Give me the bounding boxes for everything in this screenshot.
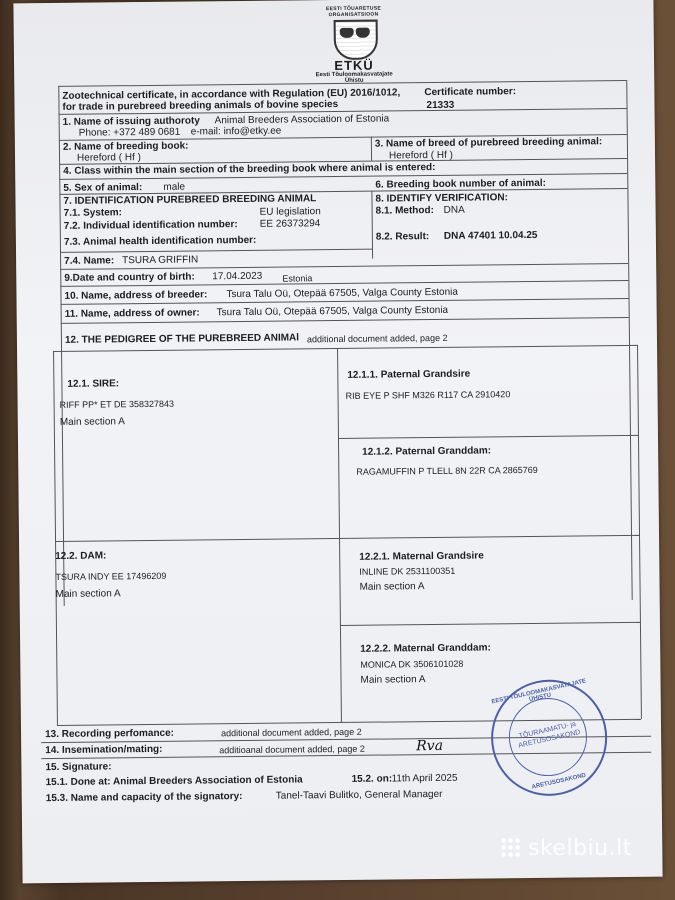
signatory-value: Tanel-Taavi Bulitko, General Manager [275, 788, 443, 802]
identification-label: 7. IDENTIFICATION PUREBREED BREEDING ANIMAL [63, 193, 317, 207]
breeding-book-label: 2. Name of breeding book: [62, 140, 189, 153]
issuing-value: Animal Breeders Association of Estonia [214, 113, 390, 127]
maternal-granddam-section: Main section A [360, 674, 426, 686]
certificate-paper [13, 0, 662, 883]
handwritten-signature: Rva [416, 737, 444, 755]
logo-name: ETKÜ [334, 57, 374, 74]
method-value: DNA [443, 204, 465, 216]
system-label: 7.1. System: [63, 207, 123, 219]
shield-icon [334, 20, 378, 60]
birth-country: Estonia [282, 273, 313, 284]
method-label: 8.1. Method: [375, 204, 435, 217]
etku-logo: EESTI TÕUARETUSE ORGANISATSIOON ETKÜ Eesti Tõuloomakasvatajate Ühistu [305, 5, 402, 86]
breeder-value: Tsura Talu Oü, Otepää 67505, Valga County Estonia [226, 286, 458, 301]
watermark-dots-icon [500, 837, 522, 857]
sire-section: Main section A [59, 416, 125, 428]
sex-label: 5. Sex of animal: [63, 182, 143, 194]
sire-label: 12.1. SIRE: [67, 378, 120, 390]
signature-label: 15. Signature: [45, 761, 112, 774]
logo-arc-text: Eesti Tõuloomakasvatajate Ühistu [315, 71, 393, 84]
birth-label: 9.Date and country of birth: [64, 271, 195, 284]
paternal-granddam-label: 12.1.2. Paternal Granddam: [362, 445, 492, 458]
done-on-value: 11th April 2025 [391, 772, 458, 785]
title-line2: for trade in purebreed breeding animals of bovine species [62, 98, 339, 113]
insemination-value: additioanal document added, page 2 [219, 743, 365, 756]
owner-label: 11. Name, address of owner: [64, 307, 200, 320]
maternal-grandsire-section: Main section A [359, 581, 425, 593]
system-value: EU legislation [259, 206, 321, 218]
paternal-granddam-value: RAGAMUFFIN P TLELL 8N 22R CA 2865769 [356, 464, 538, 477]
health-label: 7.3. Animal health identification number: [63, 234, 257, 248]
issuing-email: e-mail: info@etky.ee [190, 125, 282, 138]
dam-label: 12.2. DAM: [55, 550, 107, 562]
breeder-label: 10. Name, address of breeder: [64, 289, 208, 302]
breed-value: Hereford ( Hf ) [388, 149, 453, 162]
breed-label: 3. Name of breed of purebreed breeding animal: [374, 136, 603, 150]
id-value: EE 26373294 [259, 218, 321, 230]
breeding-book-value: Hereford ( Hf ) [76, 152, 141, 164]
result-label: 8.2. Result: [375, 231, 430, 243]
recording-value: additional document added, page 2 [221, 726, 362, 739]
maternal-granddam-label: 12.2.2. Maternal Granddam: [360, 642, 491, 655]
breeding-number-label: 6. Breeding book number of animal: [375, 177, 546, 191]
pedigree-note: additional document added, page 2 [306, 332, 448, 345]
name-label: 7.4. Name: [64, 255, 115, 267]
result-value: DNA 47401 10.04.25 [443, 229, 538, 242]
certificate-number: 21333 [426, 99, 455, 112]
pedigree-label: 12. THE PEDIGREE OF THE PUREBREED ANIMAl [64, 332, 300, 346]
insemination-label: 14. Insemination/mating: [45, 743, 163, 757]
maternal-grandsire-value: INLINE DK 2531100351 [359, 565, 456, 577]
dam-section: Main section A [55, 588, 121, 600]
paternal-grandsire-label: 12.1.1. Paternal Grandsire [347, 368, 471, 381]
sex-value: male [163, 181, 186, 193]
name-value: TSURA GRIFFIN [122, 254, 199, 267]
id-label: 7.2. Individual identification number: [63, 219, 238, 232]
maternal-granddam-value: MONICA DK 3506101028 [360, 658, 464, 670]
official-stamp: EESTI TÕULOOMAKASVATAJATE ÜHISTU TÕURAAMATU- ja ARETUSOSAKOND ARETUSOSAKOND [480, 669, 619, 808]
done-on-label: 15.2. on: [351, 773, 393, 785]
done-at-label: 15.1. Done at: Animal Breeders Association of Estonia [45, 774, 303, 789]
maternal-grandsire-label: 12.2.1. Maternal Grandsire [359, 550, 484, 563]
title-line1: Zootechnical certificate, in accordance with Regulation (EU) 2016/1012, [62, 87, 401, 102]
issuing-label: 1. Name of issuing authoroty [62, 115, 200, 128]
class-label: 4. Class within the main section of the breeding book where animal is entered: [63, 161, 436, 177]
sire-value: RIFF PP* ET DE 358327843 [59, 398, 175, 410]
signatory-label: 15.3. Name and capacity of the signatory: [45, 791, 243, 805]
paternal-grandsire-value: RIB EYE P SHF M326 R117 CA 2910420 [345, 389, 511, 401]
watermark: skelbiu.lt [500, 836, 632, 861]
owner-value: Tsura Talu Oü, Otepää 67505, Valga County Estonia [216, 304, 449, 319]
verification-label: 8. IDENTIFY VERIFICATION: [375, 192, 508, 205]
birth-date: 17.04.2023 [212, 270, 263, 283]
certificate-label: Certificate number: [424, 86, 517, 99]
recording-label: 13. Recording perfomance: [45, 727, 175, 741]
issuing-phone: Phone: +372 489 0681 [78, 126, 181, 139]
dam-value: TSURA INDY EE 17496209 [55, 570, 167, 582]
